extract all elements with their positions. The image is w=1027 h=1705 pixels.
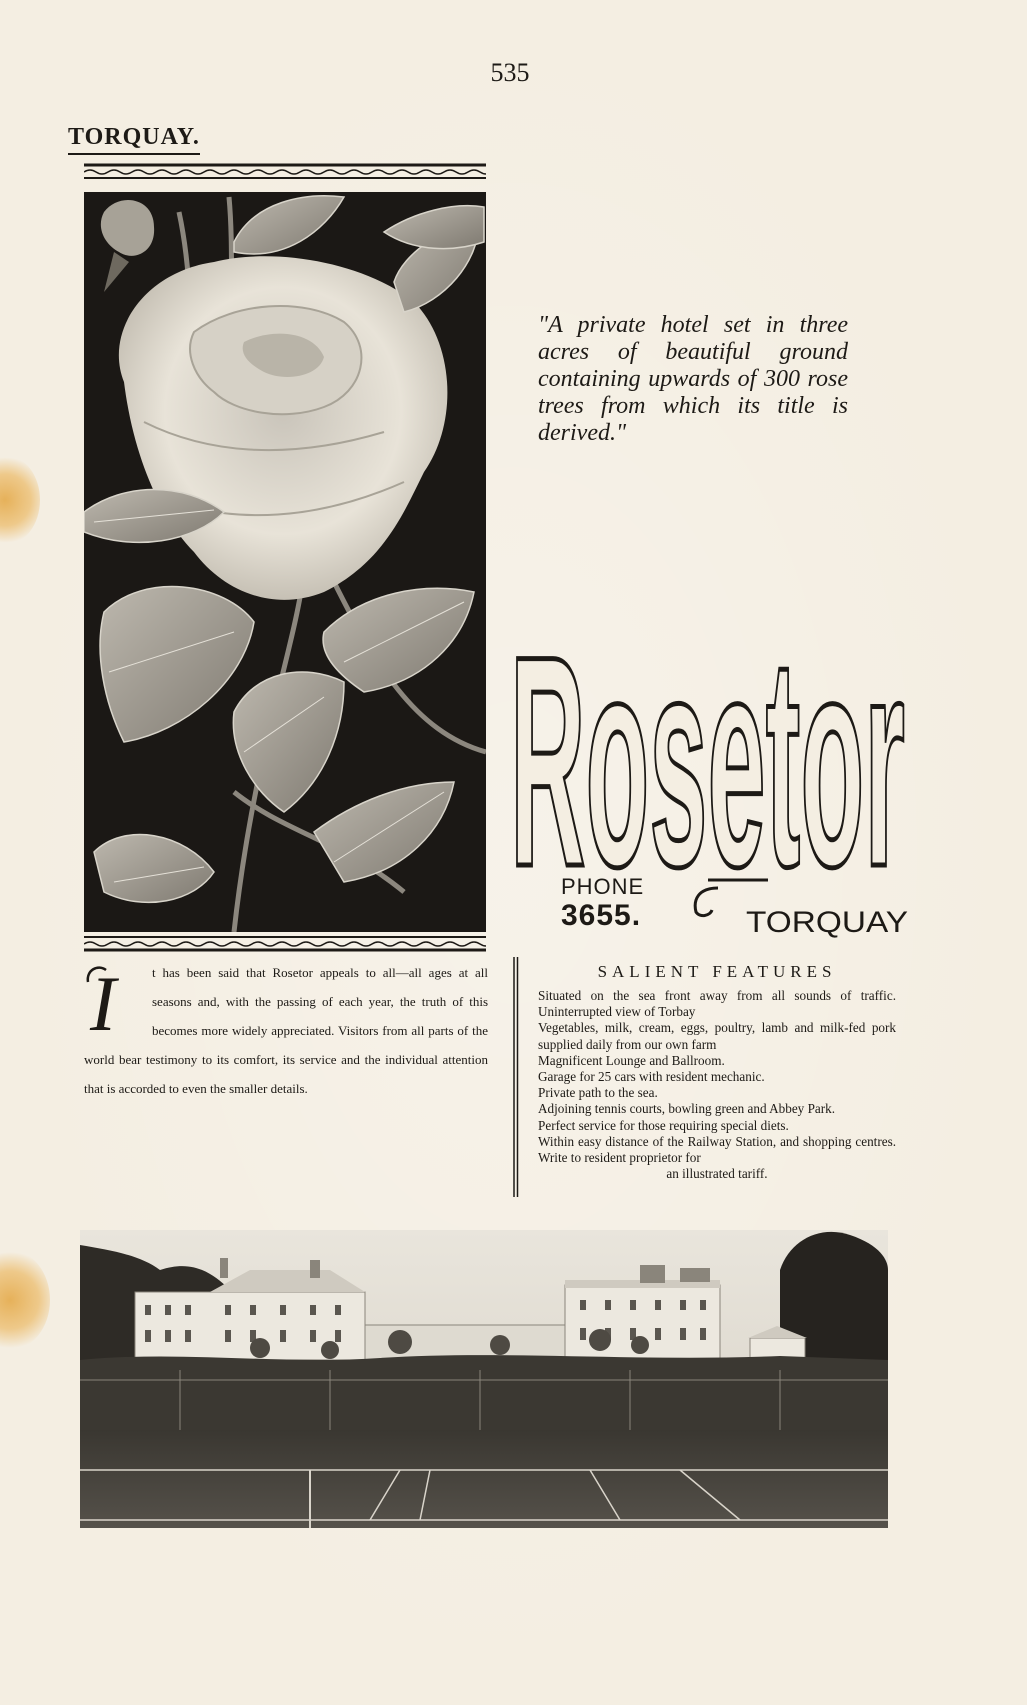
town-name: TORQUAY xyxy=(746,906,908,939)
feature-item: Within easy distance of the Railway Station, and shopping centres. Write to resident proprietor for xyxy=(538,1133,896,1166)
feature-item: Adjoining tennis courts, bowling green and Abbey Park. xyxy=(538,1101,836,1117)
feature-item: Private path to the sea. xyxy=(538,1085,658,1101)
feature-item: Magnificent Lounge and Ballroom. xyxy=(538,1052,725,1068)
section-title: TORQUAY. xyxy=(68,124,200,155)
column-divider xyxy=(513,957,519,1197)
town-lettering xyxy=(688,870,913,940)
feature-item: Situated on the sea front away from all sounds of traffic. Uninterrupted view of Torbay xyxy=(538,988,896,1020)
stain-mark xyxy=(0,1250,50,1350)
hotel-photograph xyxy=(80,1230,888,1528)
feature-item: Garage for 25 cars with resident mechanic. xyxy=(538,1069,765,1085)
rosetor-logo xyxy=(510,545,910,875)
feature-item: Perfect service for those requiring special diets. xyxy=(538,1117,789,1133)
hotel-quote: "A private hotel set in three acres of beautiful ground containing upwards of 300 rose trees from which its title is derived." xyxy=(538,312,848,446)
intro-text: t has been said that Rosetor appeals to all—all ages at all seasons and, with the passing of each year, the truth of this becomes more widely appreciated. Visitors from all parts of the world bear testimony to its comfort, its service and the individual attention that is accorded to even the smaller details. xyxy=(84,965,488,1096)
page-number: 535 xyxy=(490,58,530,87)
logo-text: Rosetor xyxy=(510,593,905,875)
dropcap-letter xyxy=(84,962,148,1038)
features-list xyxy=(538,988,896,1182)
feature-item: Vegetables, milk, cream, eggs, poultry, lamb and milk-fed pork supplied daily from our own farm xyxy=(538,1020,896,1052)
phone-number: 3655. xyxy=(561,899,642,932)
stain-mark xyxy=(0,455,40,545)
feature-closing: an illustrated tariff. xyxy=(666,1166,768,1182)
intro-paragraph xyxy=(84,958,488,1103)
features-heading: SALIENT FEATURES xyxy=(597,962,837,981)
rose-illustration xyxy=(84,192,486,932)
phone-label: PHONE xyxy=(561,874,645,899)
decorative-rule xyxy=(84,163,486,181)
dropcap-text: I xyxy=(90,962,116,1038)
decorative-rule xyxy=(84,935,486,953)
